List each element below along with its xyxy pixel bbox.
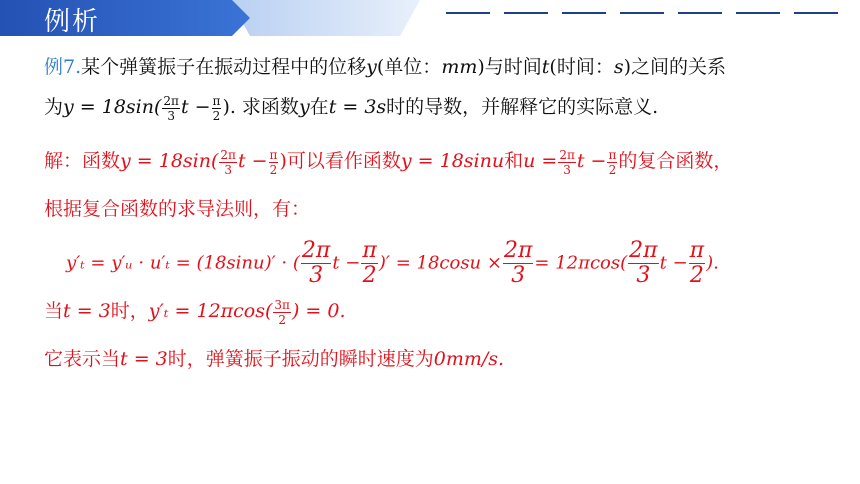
solution-line-5 [44,344,504,371]
math-expr: y = 18sin( [120,150,219,172]
fraction-denominator: 3 [636,263,651,288]
fraction-numerator: π [608,147,617,162]
math-var: t [541,56,550,78]
fraction-denominator: 2 [362,263,377,288]
math-expr: t − [659,252,688,274]
math-expr: t = 3 [120,348,168,370]
section-title: 例析 [44,7,101,37]
math-expr: )′ = 18cosu × [378,252,502,274]
problem-text: 时的导数，并解释它的实际意义. [386,96,659,118]
fraction-denominator: 3 [563,162,571,177]
math-expr: 0mm/s. [433,348,505,370]
fraction-denominator: 3 [309,263,324,288]
fraction-denominator: 2 [269,162,278,177]
math-var: y [298,96,310,118]
math-expr: y′ₜ = 12πcos( [148,300,273,322]
problem-text: 某个弹簧振子在振动过程中的位移 [81,56,367,78]
fraction [162,95,180,122]
fraction [212,95,222,122]
math-unit: s [613,56,624,78]
solution-text: 时， [110,300,149,322]
math-unit: mm [441,56,478,78]
fraction-denominator: 3 [511,263,526,288]
solution-text: 解：函数 [44,150,121,172]
fraction-numerator: 2π [301,238,331,263]
math-expr: t − [576,150,607,172]
fraction [301,240,331,287]
header-banner [0,0,420,36]
problem-text: 在 [309,96,329,118]
math-expr: t − [180,96,211,118]
math-expr: y = 18sin( [63,96,162,118]
math-expr: y = 18sinu [400,150,505,172]
problem-line-1 [44,52,726,79]
fraction [273,299,291,326]
fraction-denominator: 2 [212,108,221,123]
math-expr: ) = 0. [291,300,346,322]
math-expr: ). [222,96,236,118]
fraction-numerator: π [269,147,278,162]
math-var: y [366,56,377,78]
dash-line [620,12,664,14]
math-expr: t − [237,150,268,172]
fraction-numerator: 2π [559,147,575,162]
solution-line-4 [44,296,345,326]
fraction [219,149,237,176]
problem-text: )与时间 [477,56,542,78]
fraction [607,149,617,176]
fraction-denominator: 2 [278,312,286,327]
problem-text: 求函数 [235,96,299,118]
solution-text: 根据复合函数的求导法则，有： [44,198,311,220]
math-expr: t = 3s [328,96,387,118]
problem-text: 为 [44,96,64,118]
solution-text: 当 [44,300,64,322]
fraction [269,149,279,176]
solution-text: 可以看作函数 [286,150,401,172]
fraction-numerator: 3π [274,297,290,312]
fraction-numerator: 2π [220,147,236,162]
fraction-numerator: 2π [629,238,658,263]
dash-line [736,12,780,14]
math-expr: u = [523,150,558,172]
problem-text: (时间： [549,56,614,78]
fraction-numerator: π [689,238,705,263]
solution-text: 时，弹簧振子振动的瞬时速度为 [167,348,434,370]
problem-text: (单位： [376,56,442,78]
fraction-denominator: 3 [224,162,232,177]
math-expr: ). [706,252,719,274]
dash-line [562,12,606,14]
fraction-denominator: 2 [689,263,704,288]
math-expr: = 12πcos( [534,252,628,274]
dash-line [446,12,490,14]
solution-line-3 [66,240,719,287]
math-expr: y′ₜ = y′ᵤ · u′ₜ = (18sinu)′ · ( [66,252,300,274]
header-dashes [446,12,838,14]
solution-text: 它表示当 [44,348,121,370]
fraction-numerator: 2π [163,93,179,108]
dash-line [504,12,548,14]
fraction-denominator: 3 [167,108,175,123]
dash-line [794,12,838,14]
fraction [628,240,658,287]
math-expr: t = 3 [63,300,111,322]
fraction-numerator: 2π [503,238,533,263]
fraction [361,240,377,287]
solution-text: 的复合函数， [618,150,733,172]
solution-line-2 [44,194,310,221]
fraction-numerator: π [362,238,377,263]
example-label: 例7. [44,56,82,78]
solution-line-1 [44,146,732,176]
fraction [689,240,705,287]
fraction [558,149,576,176]
math-expr: ) [279,150,287,172]
dash-line [678,12,722,14]
fraction-denominator: 2 [608,162,617,177]
problem-text: )之间的关系 [623,56,727,78]
solution-text: 和 [504,150,524,172]
math-expr: t − [332,252,361,274]
fraction [503,240,533,287]
fraction-numerator: π [212,93,221,108]
problem-line-2 [44,92,658,122]
